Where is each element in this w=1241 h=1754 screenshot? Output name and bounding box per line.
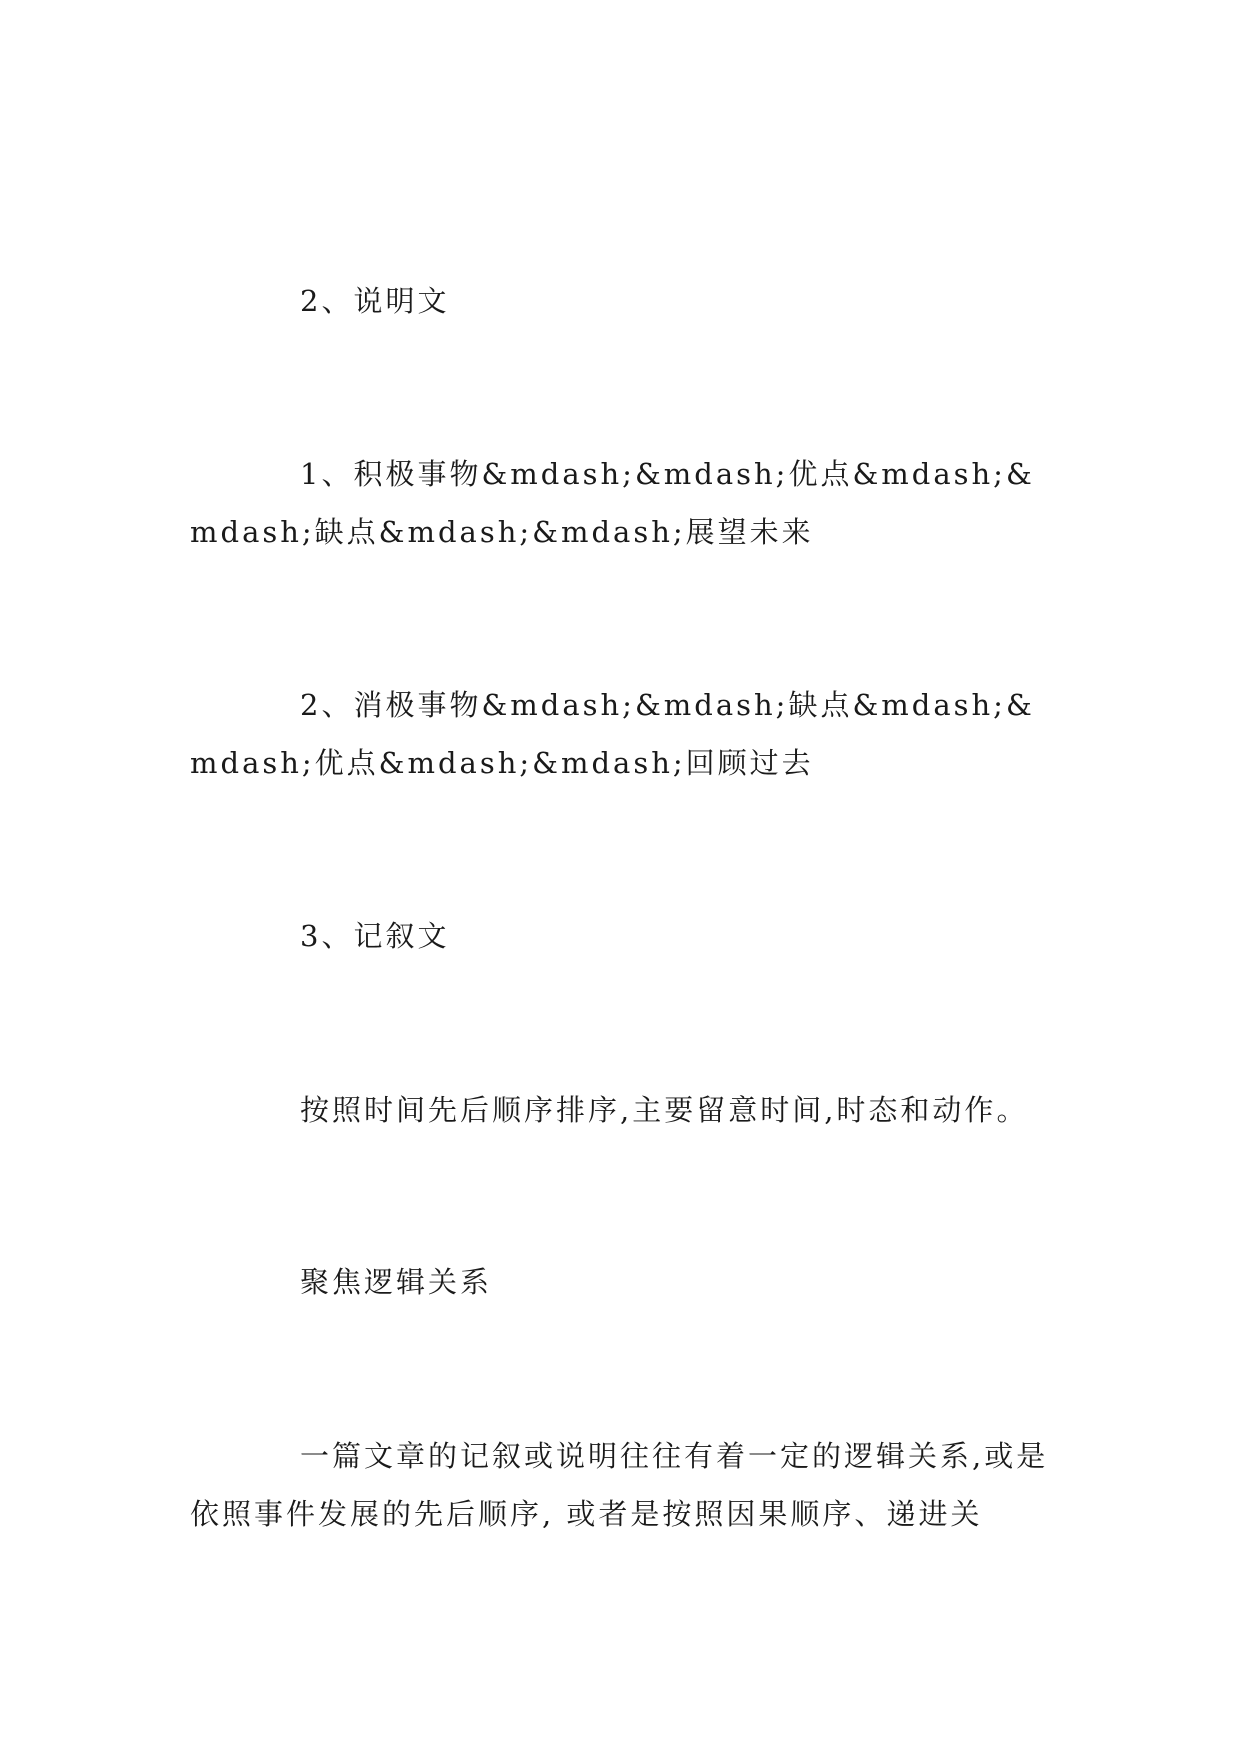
paragraph-positive-things: 1、积极事物&mdash;&mdash;优点&mdash;&mdash;缺点&mdash;&mdash;展望未来 [190,457,1035,549]
paragraph-logic-body: 一篇文章的记叙或说明往往有着一定的逻辑关系,或是依照事件发展的先后顺序, 或者是按照因果顺序、递进关 [190,1439,1049,1531]
paragraph-heading-logic: 聚焦逻辑关系 [300,1265,493,1299]
paragraph-negative-things: 2、消极事物&mdash;&mdash;缺点&mdash;&mdash;优点&mdash;&mdash;回顾过去 [190,688,1035,780]
paragraph-heading-narrative: 3、记叙文 [300,919,450,953]
paragraph-heading-expository: 2、说明文 [300,284,450,318]
paragraph-time-order: 按照时间先后顺序排序,主要留意时间,时态和动作。 [300,1093,1029,1127]
